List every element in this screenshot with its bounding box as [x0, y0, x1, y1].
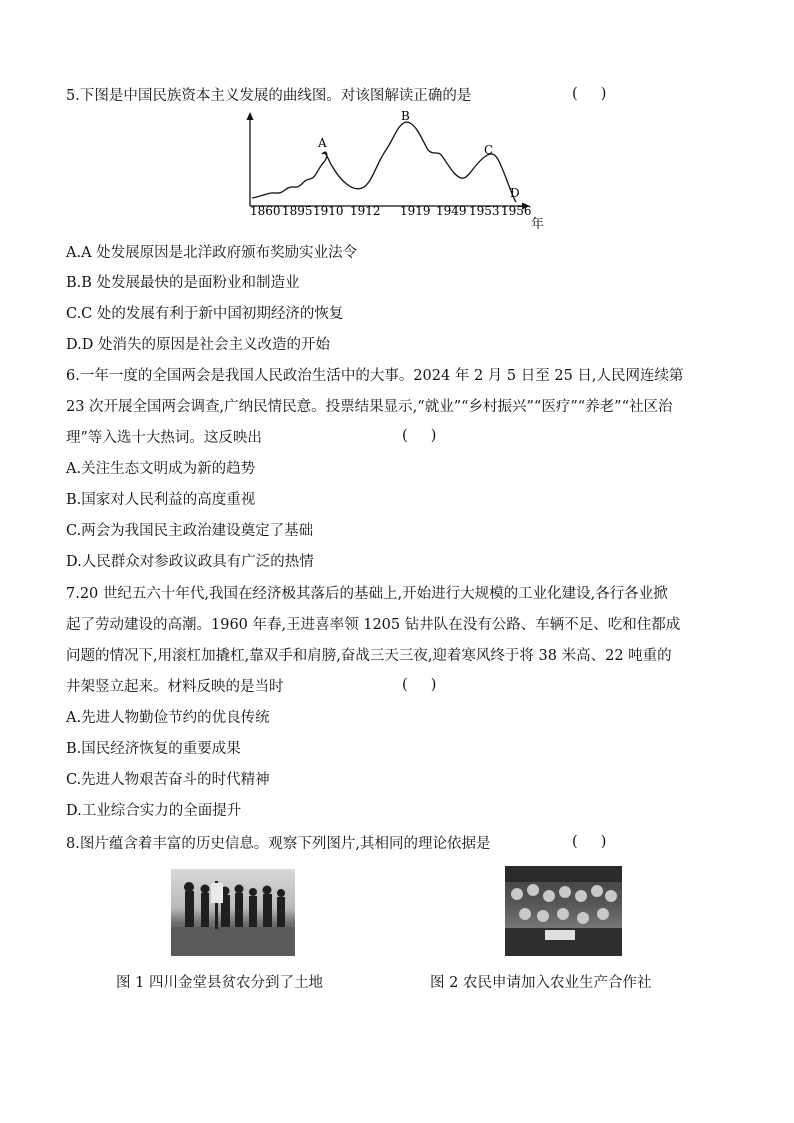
q6-stem-line-1: 6.一年一度的全国两会是我国人民政治生活中的大事。2024 年 2 月 5 日至 25 日,人民网连续第: [66, 368, 684, 384]
figure-1-scene: [171, 869, 295, 956]
q7-option-d: D.工业综合实力的全面提升: [66, 803, 242, 819]
figure-2-scene: [505, 866, 622, 956]
q5-stem: 5.下图是中国民族资本主义发展的曲线图。对该图解读正确的是: [66, 88, 472, 104]
q8-answer-paren: ( ): [572, 834, 607, 850]
figure-2-photo: [505, 866, 622, 956]
q5-year-1895: 1895: [282, 204, 313, 218]
q5-point-b: B: [401, 110, 410, 123]
q5-y-arrow: [247, 112, 254, 120]
q5-year-1953: 1953: [469, 204, 500, 218]
q7-option-c: C.先进人物艰苦奋斗的时代精神: [66, 772, 270, 788]
q6-option-d: D.人民群众对参政议政具有广泛的热情: [66, 554, 314, 570]
q6-stem-line-2: 23 次开展全国两会调查,广纳民情民意。投票结果显示,“就业”“乡村振兴”“医疗”“养老”“社区治: [66, 399, 673, 415]
q5-year-1860: 1860: [250, 204, 281, 218]
q7-stem-line-1: 7.20 世纪五六十年代,我国在经济极其落后的基础上,开始进行大规模的工业化建设,各行各业掀: [66, 586, 668, 602]
q5-option-c: C.C 处的发展有利于新中国初期经济的恢复: [66, 306, 344, 322]
q8-stem: 8.图片蕴含着丰富的历史信息。观察下列图片,其相同的理论依据是: [66, 836, 491, 852]
q5-chart: [240, 110, 550, 230]
q6-option-b: B.国家对人民利益的高度重视: [66, 492, 256, 508]
q6-option-c: C.两会为我国民主政治建设奠定了基础: [66, 523, 314, 539]
q5-axis-unit: 年: [531, 217, 545, 230]
figure-2-caption: 图 2 农民申请加入农业生产合作社: [430, 975, 652, 991]
q5-option-a: A.A 处发展原因是北洋政府颁布奖励实业法令: [66, 245, 358, 261]
q5-point-a: A: [318, 136, 327, 150]
q5-point-d: D: [510, 186, 520, 200]
q7-stem-line-2: 起了劳动建设的高潮。1960 年春,王进喜率领 1205 钻井队在没有公路、车辆不足、吃和住都成: [66, 617, 681, 633]
q5-year-1910: 1910: [313, 204, 344, 218]
q5-option-b: B.B 处发展最快的是面粉业和制造业: [66, 275, 300, 291]
q5-year-1912: 1912: [350, 204, 381, 218]
q7-option-b: B.国民经济恢复的重要成果: [66, 741, 241, 757]
q5-year-1949: 1949: [436, 204, 467, 218]
q6-option-a: A.关注生态文明成为新的趋势: [66, 461, 256, 477]
figure-1-photo: [171, 869, 295, 956]
figure-1-caption: 图 1 四川金堂县贫农分到了土地: [116, 975, 323, 991]
q7-stem-line-3: 问题的情况下,用滚杠加撬杠,靠双手和肩膀,奋战三天三夜,迎着寒风终于将 38 米高、22 吨重的: [66, 648, 672, 664]
q5-year-1919: 1919: [400, 204, 431, 218]
q7-answer-paren: ( ): [402, 677, 437, 693]
q5-answer-paren: ( ): [572, 86, 607, 102]
q7-option-a: A.先进人物勤俭节约的优良传统: [66, 710, 270, 726]
q5-option-d: D.D 处消失的原因是社会主义改造的开始: [66, 337, 330, 353]
q6-stem-line-3: 理”等入选十大热词。这反映出: [66, 430, 262, 446]
q6-answer-paren: ( ): [402, 428, 437, 444]
q5-year-1956: 1956: [501, 204, 532, 218]
q5-curve: [252, 122, 516, 202]
q7-stem-line-4: 井架竖立起来。材料反映的是当时: [66, 679, 284, 695]
q5-point-c: C: [484, 143, 494, 157]
